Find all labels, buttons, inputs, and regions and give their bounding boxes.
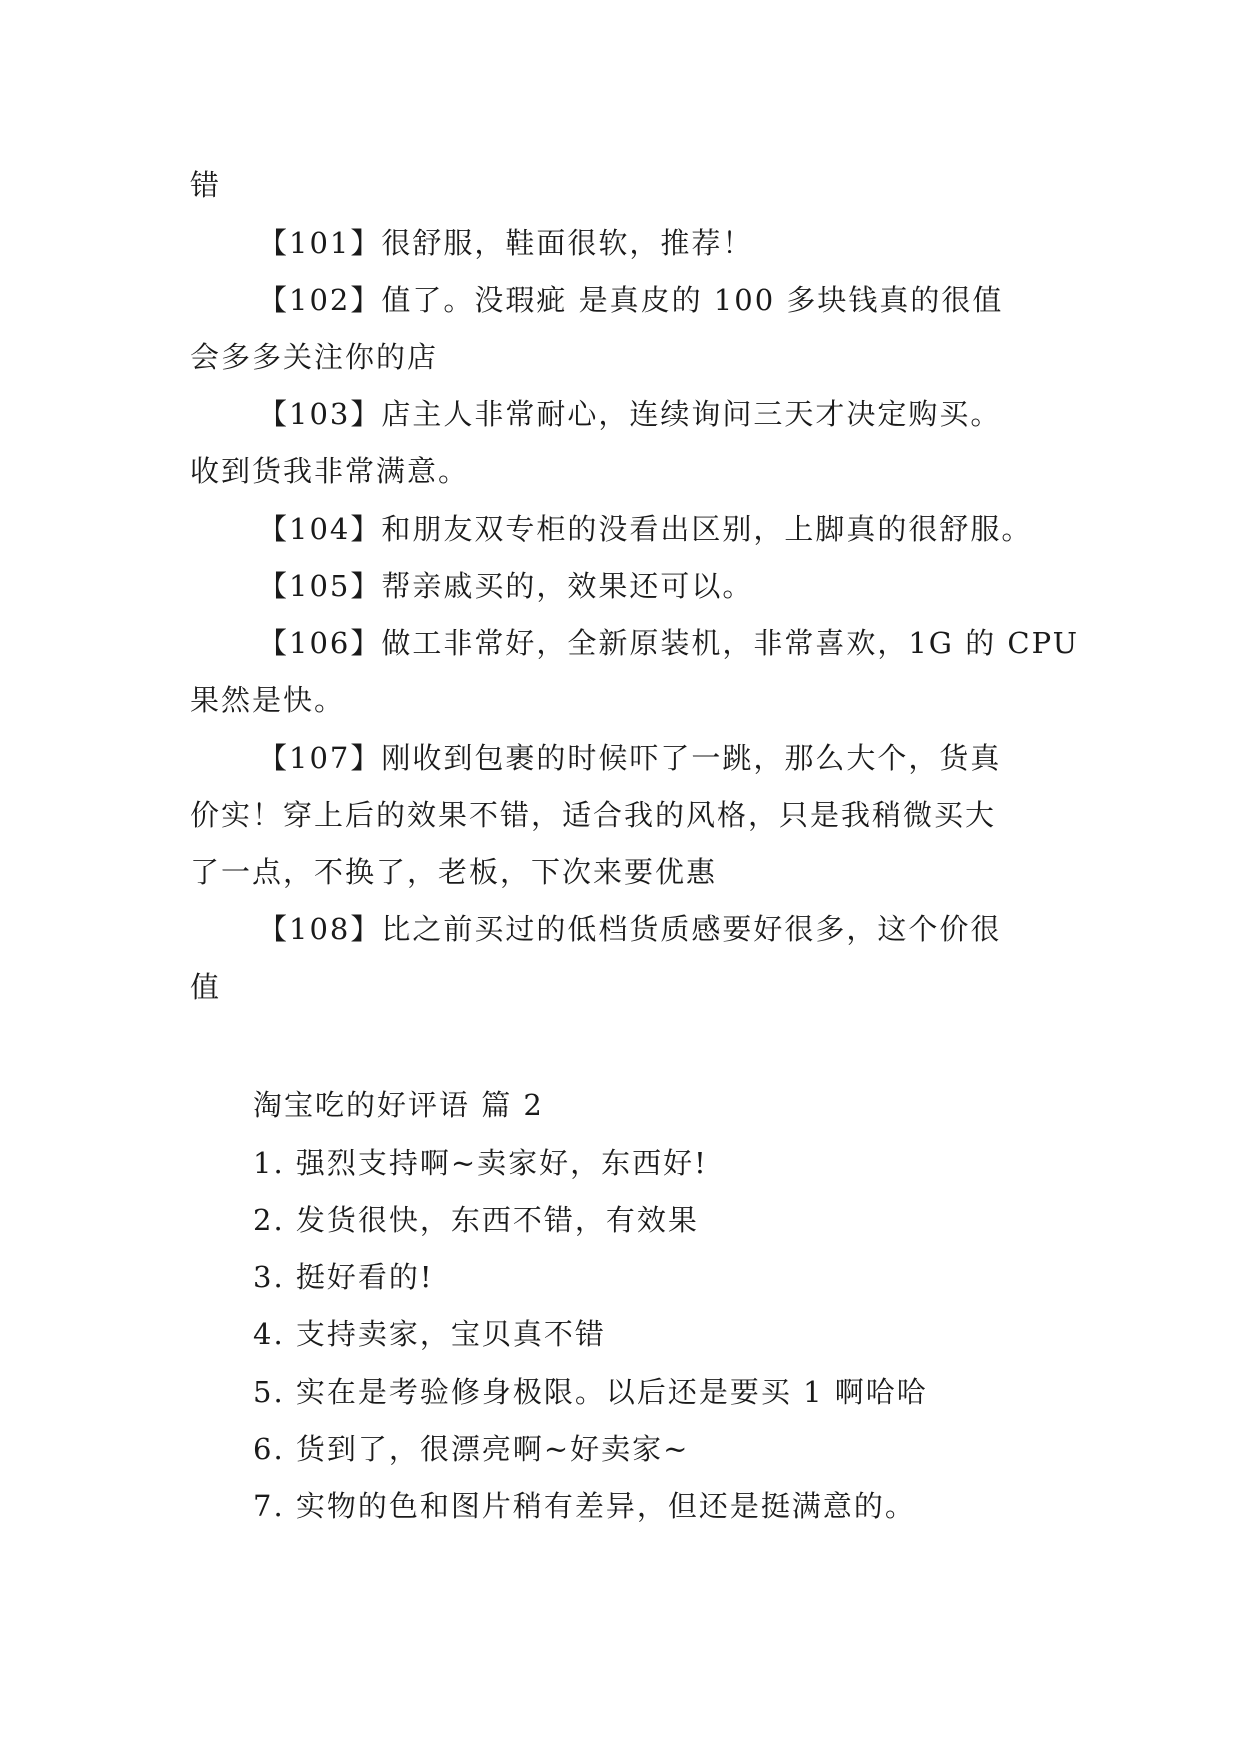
- review-107-cont: 价实！穿上后的效果不错，适合我的风格，只是我稍微买大: [190, 798, 997, 832]
- review-106-cont: 果然是快。: [190, 683, 346, 717]
- review-102-cont: 会多多关注你的店: [190, 340, 439, 374]
- review-107: 【107】刚收到包裹的时候吓了一跳，那么大个，货真: [258, 741, 1002, 775]
- list-item: 5. 实在是考验修身极限。以后还是要买 1 啊哈哈: [253, 1375, 928, 1409]
- list-item: 3. 挺好看的!: [253, 1260, 434, 1294]
- review-101: 【101】很舒服，鞋面很软，推荐！: [258, 226, 754, 260]
- list-item: 4. 支持卖家，宝贝真不错: [253, 1317, 606, 1351]
- review-108-cont: 值: [190, 970, 222, 1004]
- text-line: 错: [190, 168, 222, 202]
- review-107-cont: 了一点，不换了，老板，下次来要优惠: [190, 855, 718, 889]
- review-103-cont: 收到货我非常满意。: [190, 454, 470, 488]
- review-108: 【108】比之前买过的低档货质感要好很多，这个价很: [258, 912, 1002, 946]
- review-102: 【102】值了。没瑕疵 是真皮的 100 多块钱真的很值: [258, 283, 1004, 317]
- list-item: 7. 实物的色和图片稍有差异，但还是挺满意的。: [253, 1489, 916, 1523]
- review-105: 【105】帮亲戚买的，效果还可以。: [258, 569, 754, 603]
- review-104: 【104】和朋友双专柜的没看出区别，上脚真的很舒服。: [258, 512, 1033, 546]
- list-item: 6. 货到了，很漂亮啊~好卖家~: [253, 1432, 690, 1466]
- list-item: 1. 强烈支持啊~卖家好，东西好!: [253, 1146, 708, 1180]
- review-103: 【103】店主人非常耐心，连续询问三天才决定购买。: [258, 397, 1002, 431]
- section-heading: 淘宝吃的好评语 篇 2: [253, 1088, 544, 1122]
- list-item: 2. 发货很快，东西不错，有效果: [253, 1203, 699, 1237]
- review-106: 【106】做工非常好，全新原装机，非常喜欢，1G 的 CPU: [258, 626, 1080, 660]
